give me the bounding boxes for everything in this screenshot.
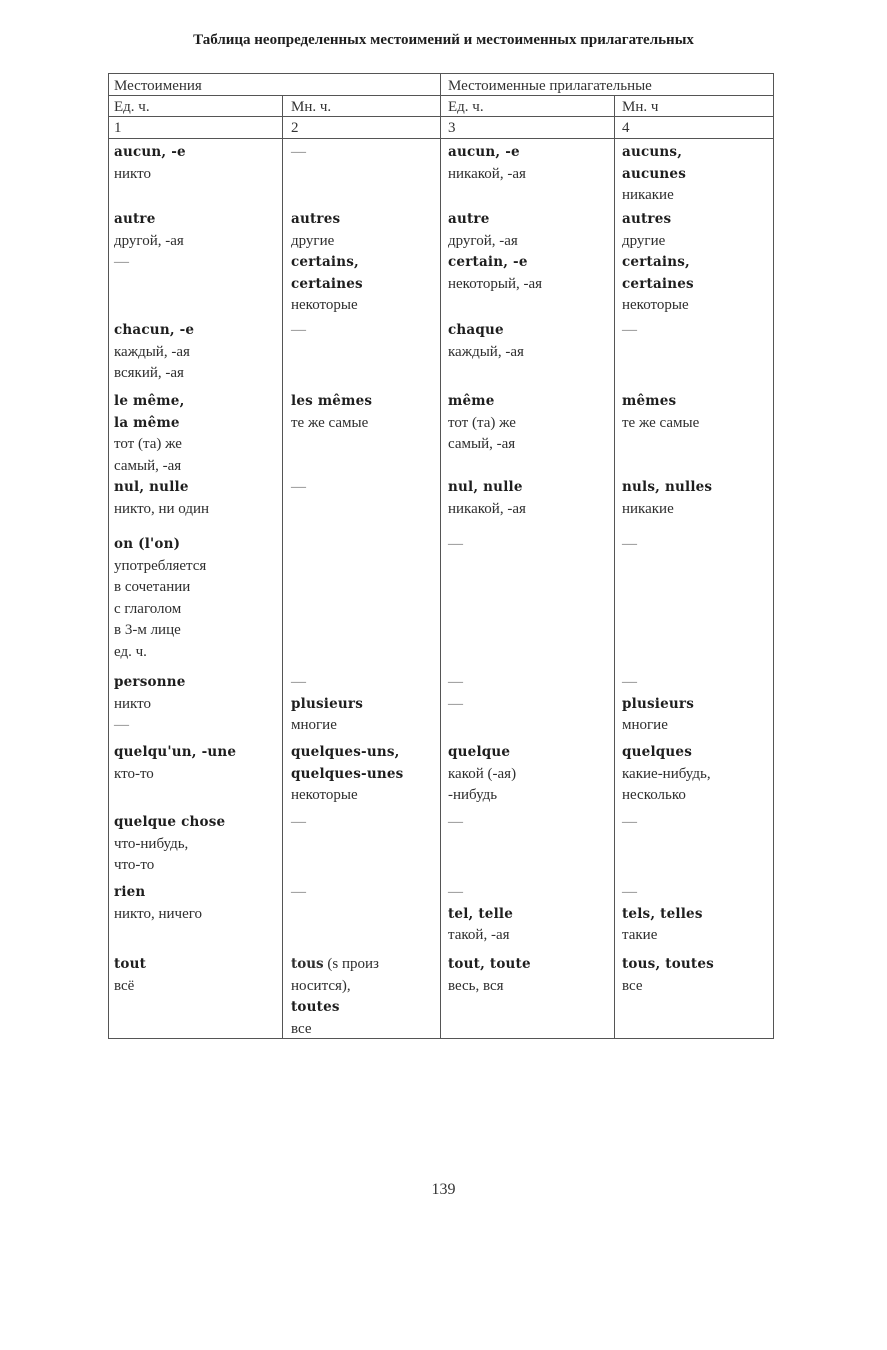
header-pronominal-adjectives: Местоименные прилагательные (448, 78, 652, 94)
translation: что-нибудь, (114, 835, 189, 852)
french-word: aucun, -e (114, 144, 186, 160)
french-word: on (l'on) (114, 536, 181, 552)
french-word: quelqu'un, -une (114, 744, 237, 760)
translation: никто (114, 695, 152, 712)
translation: какие-нибудь, (622, 765, 711, 782)
translation: каждый, -ая (114, 343, 190, 360)
translation: многие (291, 717, 337, 733)
translation: никто, ни один (114, 500, 210, 517)
table-cell (622, 477, 712, 520)
french-word: tel, telle (448, 905, 514, 922)
dash-placeholder: — (291, 144, 306, 160)
french-word: personne (114, 674, 186, 690)
header-rule-2 (109, 116, 773, 117)
table-cell (114, 391, 184, 477)
translation: всякий, -ая (114, 365, 184, 381)
french-word: quelque (448, 744, 511, 760)
translation: никто (114, 165, 152, 182)
table-cell (291, 742, 403, 807)
translation: употребляется (114, 557, 207, 574)
french-word: les mêmes (291, 393, 373, 409)
translation: никакой, -ая (448, 500, 526, 517)
translation: некоторые (622, 297, 689, 313)
french-word: aucun, -e (448, 144, 520, 160)
header-rule-1 (109, 95, 773, 96)
column-number-2: 2 (291, 120, 299, 136)
subheader-col-1: Ед. ч. (114, 99, 150, 115)
french-word: autres (291, 211, 341, 227)
table-cell (114, 954, 146, 997)
translation: самый, -ая (448, 436, 516, 452)
table-cell (622, 954, 714, 997)
dash-placeholder: — (448, 695, 463, 712)
translation: такой, -ая (448, 927, 510, 943)
french-word: certain, -e (448, 254, 528, 270)
french-word: quelques (622, 744, 693, 760)
translation: другой, -ая (448, 232, 518, 249)
dash-placeholder: — (448, 674, 463, 690)
dash-placeholder: — (622, 322, 637, 338)
subheader-col-4: Мн. ч (622, 99, 659, 115)
translation: каждый, -ая (448, 343, 524, 360)
table-cell (291, 672, 363, 737)
table-cell (114, 209, 184, 274)
table-cell (114, 672, 186, 737)
french-word: quelques-uns, (291, 744, 400, 760)
french-word: quelques-unes (291, 765, 404, 782)
dash-placeholder: — (114, 254, 129, 270)
french-word: certains, (291, 254, 359, 270)
translation: -нибудь (448, 787, 498, 803)
dash-placeholder: — (291, 814, 306, 830)
french-word: rien (114, 884, 146, 900)
table-cell (448, 534, 463, 556)
table-cell (448, 954, 531, 997)
table-cell (114, 742, 236, 785)
translation: никакой, -ая (448, 165, 526, 182)
french-word: certaines (622, 275, 694, 292)
subheader-col-2: Мн. ч. (291, 99, 332, 115)
translation: те же самые (291, 414, 369, 431)
french-word: autre (448, 211, 490, 227)
french-word: tous, toutes (622, 956, 714, 972)
table-cell (448, 477, 526, 520)
table-cell (448, 742, 516, 807)
divider-col-3 (440, 74, 441, 1038)
table-cell (622, 142, 686, 207)
french-word: même (448, 393, 495, 409)
translation: многие (622, 717, 668, 733)
translation: никакие (622, 187, 674, 203)
table-title: Таблица неопределенных местоимений и местоименных прилагательных (193, 32, 694, 48)
translation: что-то (114, 857, 155, 873)
translation: никто, ничего (114, 905, 203, 922)
table-cell (114, 142, 186, 185)
cell-line (291, 954, 379, 976)
french-word: tout, toute (448, 956, 531, 972)
pronoun-table (108, 73, 774, 1039)
table-cell (622, 320, 637, 342)
table-cell (114, 477, 209, 520)
translation: ед. ч. (114, 643, 147, 660)
table-cell (291, 142, 306, 164)
table-cell (448, 672, 463, 715)
translation: самый, -ая (114, 457, 182, 474)
french-word: chacun, -e (114, 322, 195, 338)
page-number: 139 (431, 1181, 456, 1198)
dash-placeholder: — (622, 536, 637, 552)
table-cell (291, 812, 306, 834)
table-cell (448, 320, 524, 363)
translation: другой, -ая (114, 232, 184, 249)
translation: некоторые (291, 787, 358, 803)
translation: такие (622, 927, 658, 943)
table-cell (622, 812, 637, 834)
table-cell (291, 391, 372, 434)
french-word: la même (114, 414, 180, 431)
table-cell (291, 320, 306, 342)
dash-placeholder: — (291, 479, 306, 495)
translation: другие (622, 232, 666, 249)
dash-placeholder: — (448, 884, 463, 900)
french-word: plusieurs (622, 695, 695, 712)
translation: все (291, 1020, 312, 1037)
table-cell (291, 954, 379, 1040)
header-rule-3 (109, 138, 773, 139)
french-word: le même, (114, 393, 185, 409)
french-word: chaque (448, 322, 504, 338)
french-word: nuls, nulles (622, 479, 713, 495)
translation: какой (-ая) (448, 765, 517, 782)
table-cell (291, 477, 306, 499)
translation: в сочетании (114, 579, 191, 595)
table-cell (114, 534, 206, 663)
dash-placeholder: — (291, 322, 306, 338)
table-cell (448, 142, 526, 185)
table-cell (448, 391, 516, 456)
translation: всё (114, 977, 135, 994)
table-cell (622, 209, 694, 317)
divider-col-2 (282, 96, 283, 1038)
column-number-1: 1 (114, 120, 122, 136)
translation: те же самые (622, 414, 700, 431)
column-number-3: 3 (448, 120, 456, 136)
translation: кто-то (114, 765, 154, 782)
french-word: quelque chose (114, 814, 226, 830)
translation: некоторый, -ая (448, 275, 543, 292)
translation: тот (та) же (114, 436, 182, 452)
translation: все (622, 977, 643, 994)
dash-placeholder: — (448, 814, 463, 830)
subheader-col-3: Ед. ч. (448, 99, 484, 115)
french-word: nul, nulle (114, 479, 189, 495)
translation: некоторые (291, 297, 358, 313)
french-word: certaines (291, 275, 363, 292)
french-word: aucunes (622, 165, 687, 182)
table-cell (622, 391, 699, 434)
dash-placeholder: — (622, 674, 637, 690)
french-word: certains, (622, 254, 690, 270)
translation: (s произ (323, 956, 379, 972)
french-word: tels, telles (622, 905, 703, 922)
french-word: autre (114, 211, 156, 227)
table-cell (622, 742, 711, 807)
table-cell (622, 882, 703, 947)
dash-placeholder: — (291, 674, 306, 690)
translation: никакие (622, 500, 674, 517)
table-cell (448, 812, 463, 834)
table-cell (448, 882, 513, 947)
dash-placeholder: — (448, 536, 463, 552)
dash-placeholder: — (622, 814, 637, 830)
column-number-4: 4 (622, 120, 630, 136)
french-word: toutes (291, 999, 340, 1015)
french-word: plusieurs (291, 695, 364, 712)
table-cell (622, 672, 694, 737)
french-word: aucuns, (622, 144, 683, 160)
french-word: mêmes (622, 393, 677, 409)
table-cell (448, 209, 542, 295)
table-cell (291, 209, 363, 317)
translation: в 3-м лице (114, 622, 181, 638)
french-word: tout (114, 956, 147, 972)
dash-placeholder: — (114, 717, 129, 733)
table-cell (114, 882, 202, 925)
translation: несколько (622, 787, 686, 803)
french-word: autres (622, 211, 672, 227)
translation: с глаголом (114, 600, 182, 617)
translation: весь, вся (448, 977, 504, 994)
translation: тот (та) же (448, 414, 516, 431)
french-word: nul, nulle (448, 479, 523, 495)
divider-col-4 (614, 96, 615, 1038)
translation: другие (291, 232, 335, 249)
table-cell (622, 534, 637, 556)
table-cell (114, 812, 225, 877)
dash-placeholder: — (291, 884, 306, 900)
table-cell (114, 320, 194, 385)
dash-placeholder: — (622, 884, 637, 900)
french-word: tous (291, 956, 324, 972)
header-pronouns: Местоимения (114, 78, 202, 94)
table-cell (291, 882, 306, 904)
translation: носится), (291, 977, 351, 994)
